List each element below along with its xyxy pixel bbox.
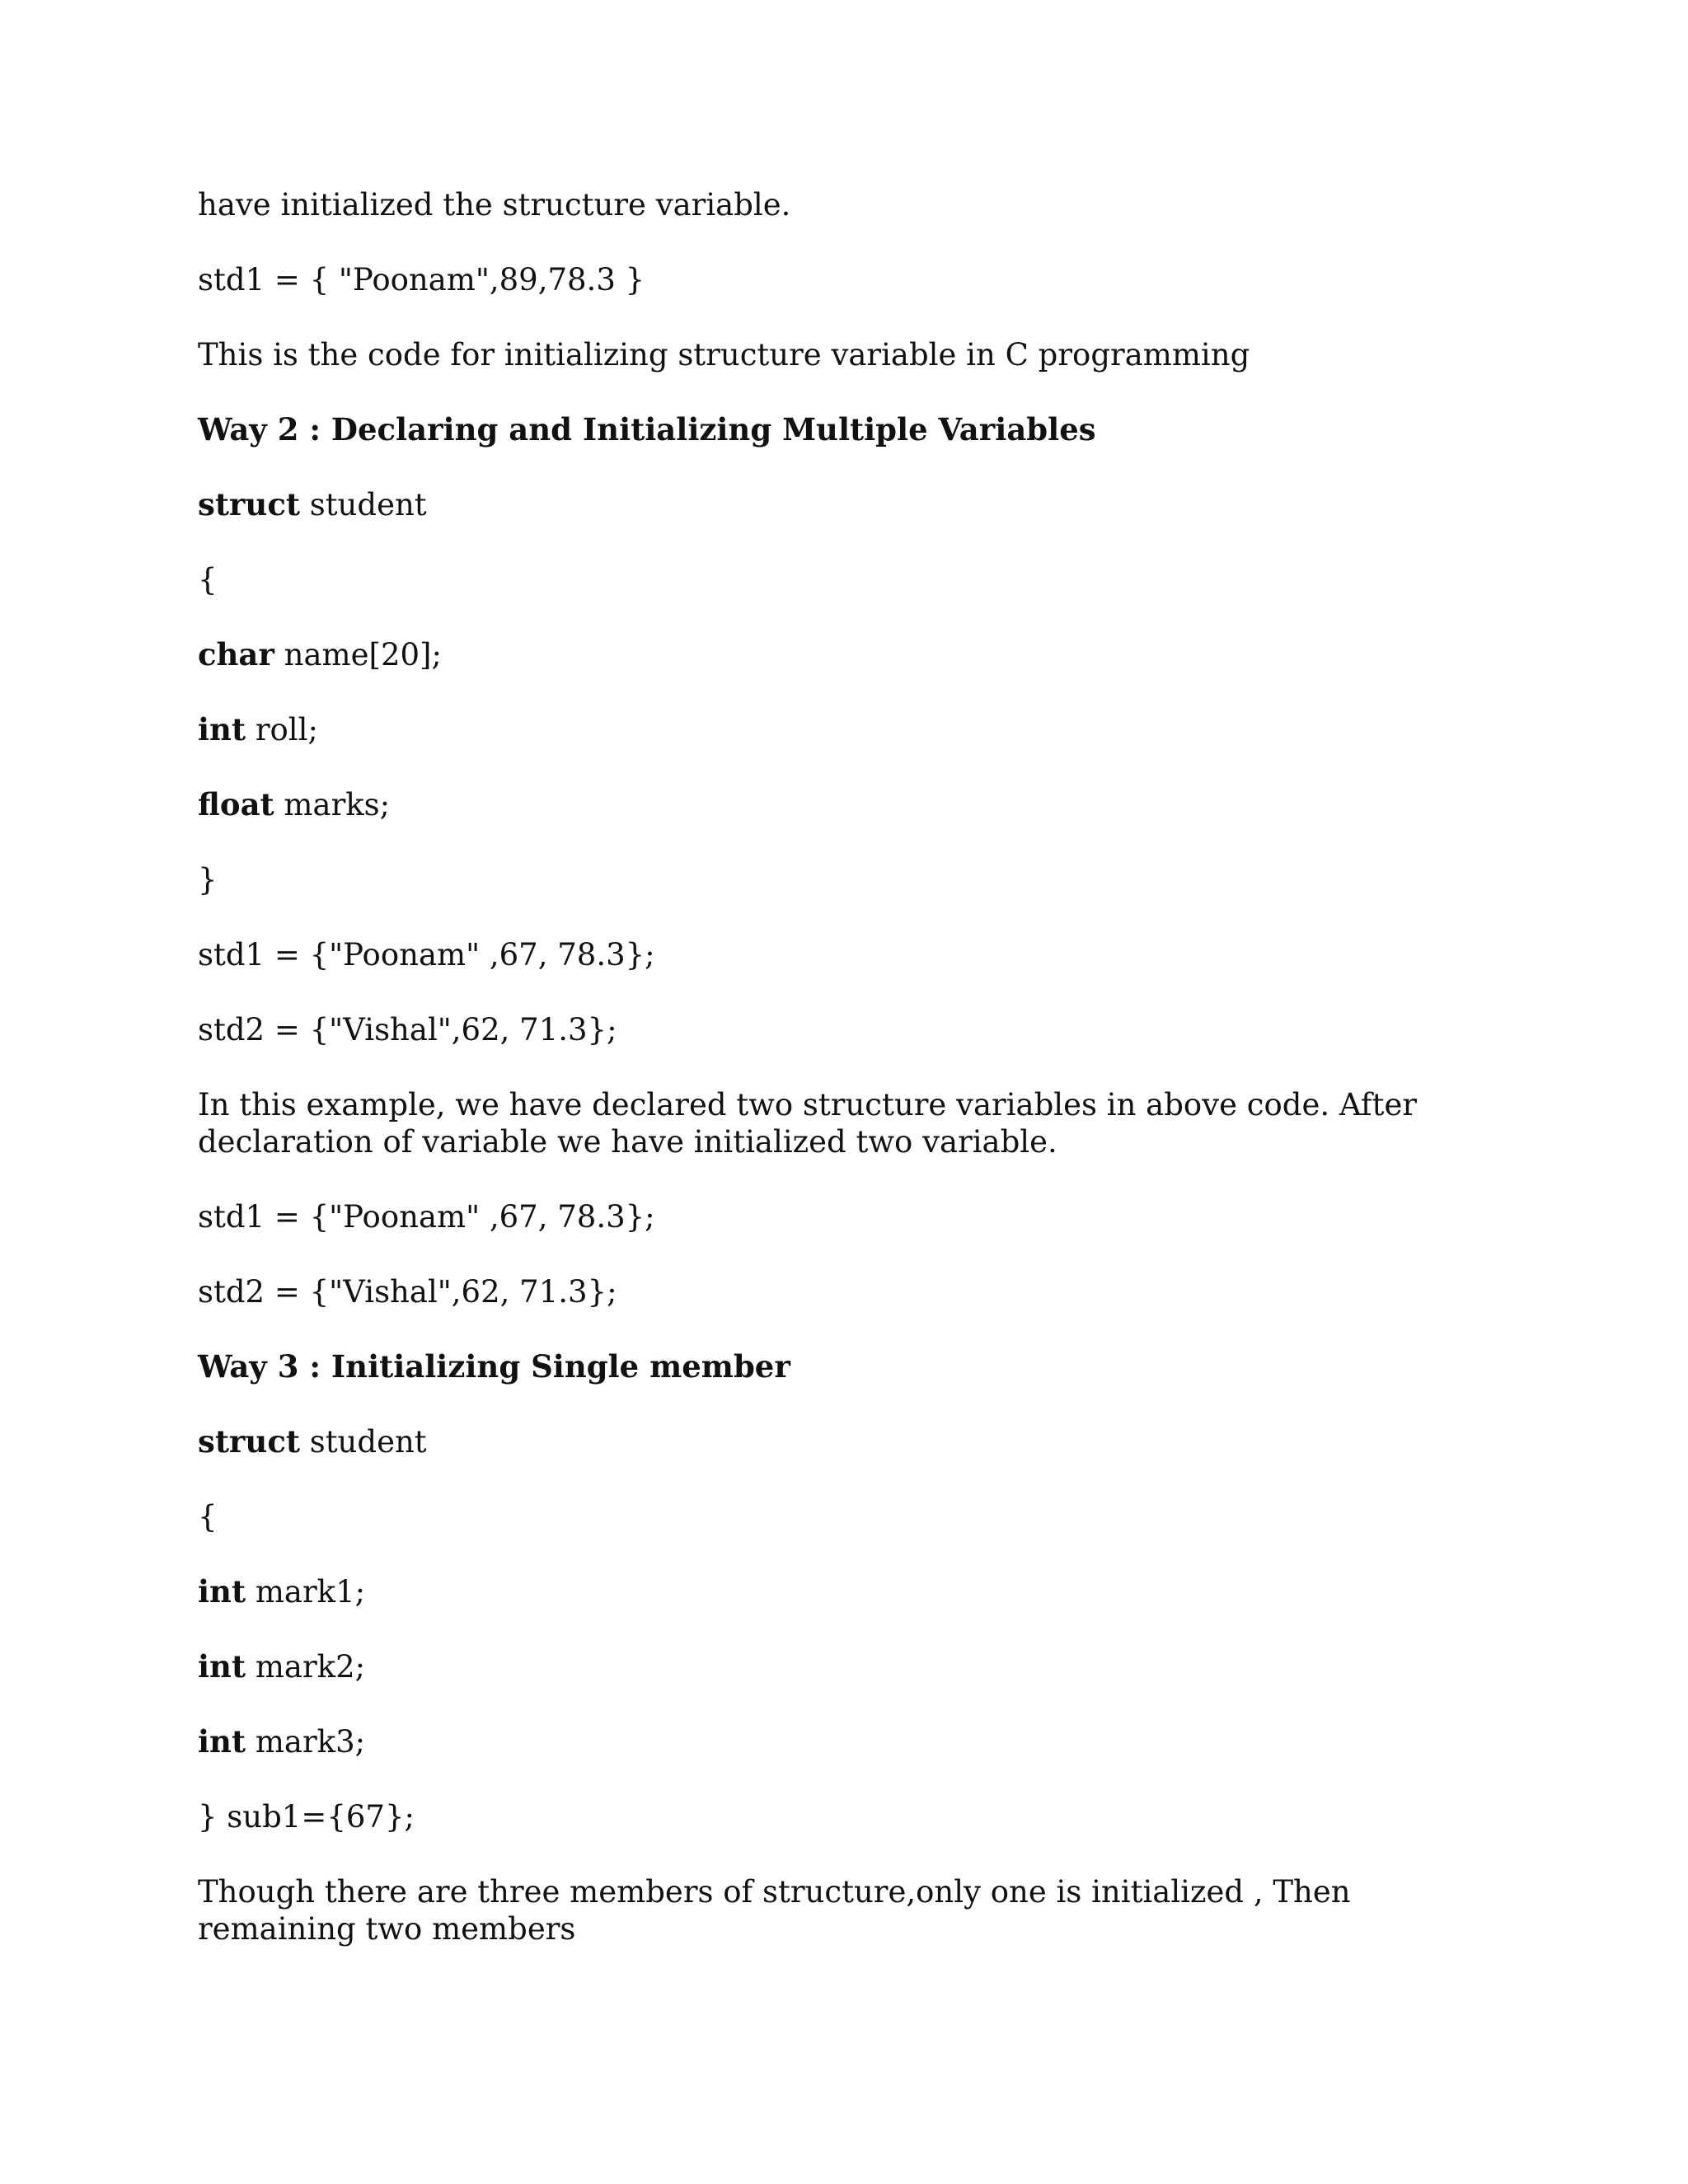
document-body: [198, 186, 1467, 1985]
keyword-struct: struct: [198, 1423, 300, 1460]
code-line-way1-init: std1 = { "Poonam",89,78.3 }: [198, 262, 645, 298]
way2-heading: Way 2 : Declaring and Initializing Multiple Variables: [198, 411, 1096, 448]
member-declaration: marks;: [284, 787, 391, 823]
way2-explanation: In this example, we have declared two structure variables in above code. After declaration of variable we have initialized two variable.: [198, 1087, 1427, 1160]
keyword-struct: struct: [198, 486, 300, 523]
code-line-member: [198, 786, 1467, 823]
code-line-open-brace: {: [198, 562, 218, 598]
member-declaration: mark3;: [255, 1724, 366, 1760]
member-declaration: roll;: [255, 712, 318, 748]
member-declaration: mark1;: [255, 1574, 366, 1610]
struct-name: student: [309, 1424, 427, 1460]
keyword-type: char: [198, 636, 274, 673]
code-line-struct-declaration: [198, 1423, 1467, 1460]
keyword-type: int: [198, 1723, 246, 1760]
intro-line: have initialized the structure variable.: [198, 187, 791, 223]
way1-note: This is the code for initializing structure variable in C programming: [198, 337, 1250, 373]
code-line-member: [198, 1723, 1467, 1760]
code-line-close-initializer: } sub1={67};: [198, 1799, 415, 1835]
code-line-member: [198, 636, 1467, 673]
way3-heading: Way 3 : Initializing Single member: [198, 1348, 790, 1385]
code-line-open-brace: {: [198, 1499, 218, 1535]
keyword-type: float: [198, 786, 274, 823]
code-line-member: [198, 711, 1467, 748]
code-line-init: std2 = {"Vishal",62, 71.3};: [198, 1012, 617, 1047]
member-declaration: name[20];: [284, 637, 442, 673]
code-line-close-brace: }: [198, 862, 218, 898]
struct-name: student: [309, 487, 427, 523]
way3-explanation: Though there are three members of structure,only one is initialized , Then remaining two members: [198, 1874, 1361, 1947]
code-line-member: [198, 1573, 1467, 1610]
code-line-init-repeat: std2 = {"Vishal",62, 71.3};: [198, 1274, 617, 1310]
keyword-type: int: [198, 711, 246, 748]
code-line-member: [198, 1648, 1467, 1685]
code-line-init-repeat: std1 = {"Poonam" ,67, 78.3};: [198, 1199, 655, 1235]
keyword-type: int: [198, 1648, 246, 1685]
code-line-init: std1 = {"Poonam" ,67, 78.3};: [198, 937, 655, 972]
member-declaration: mark2;: [255, 1649, 366, 1685]
code-line-struct-declaration: [198, 486, 1467, 523]
keyword-type: int: [198, 1573, 246, 1610]
